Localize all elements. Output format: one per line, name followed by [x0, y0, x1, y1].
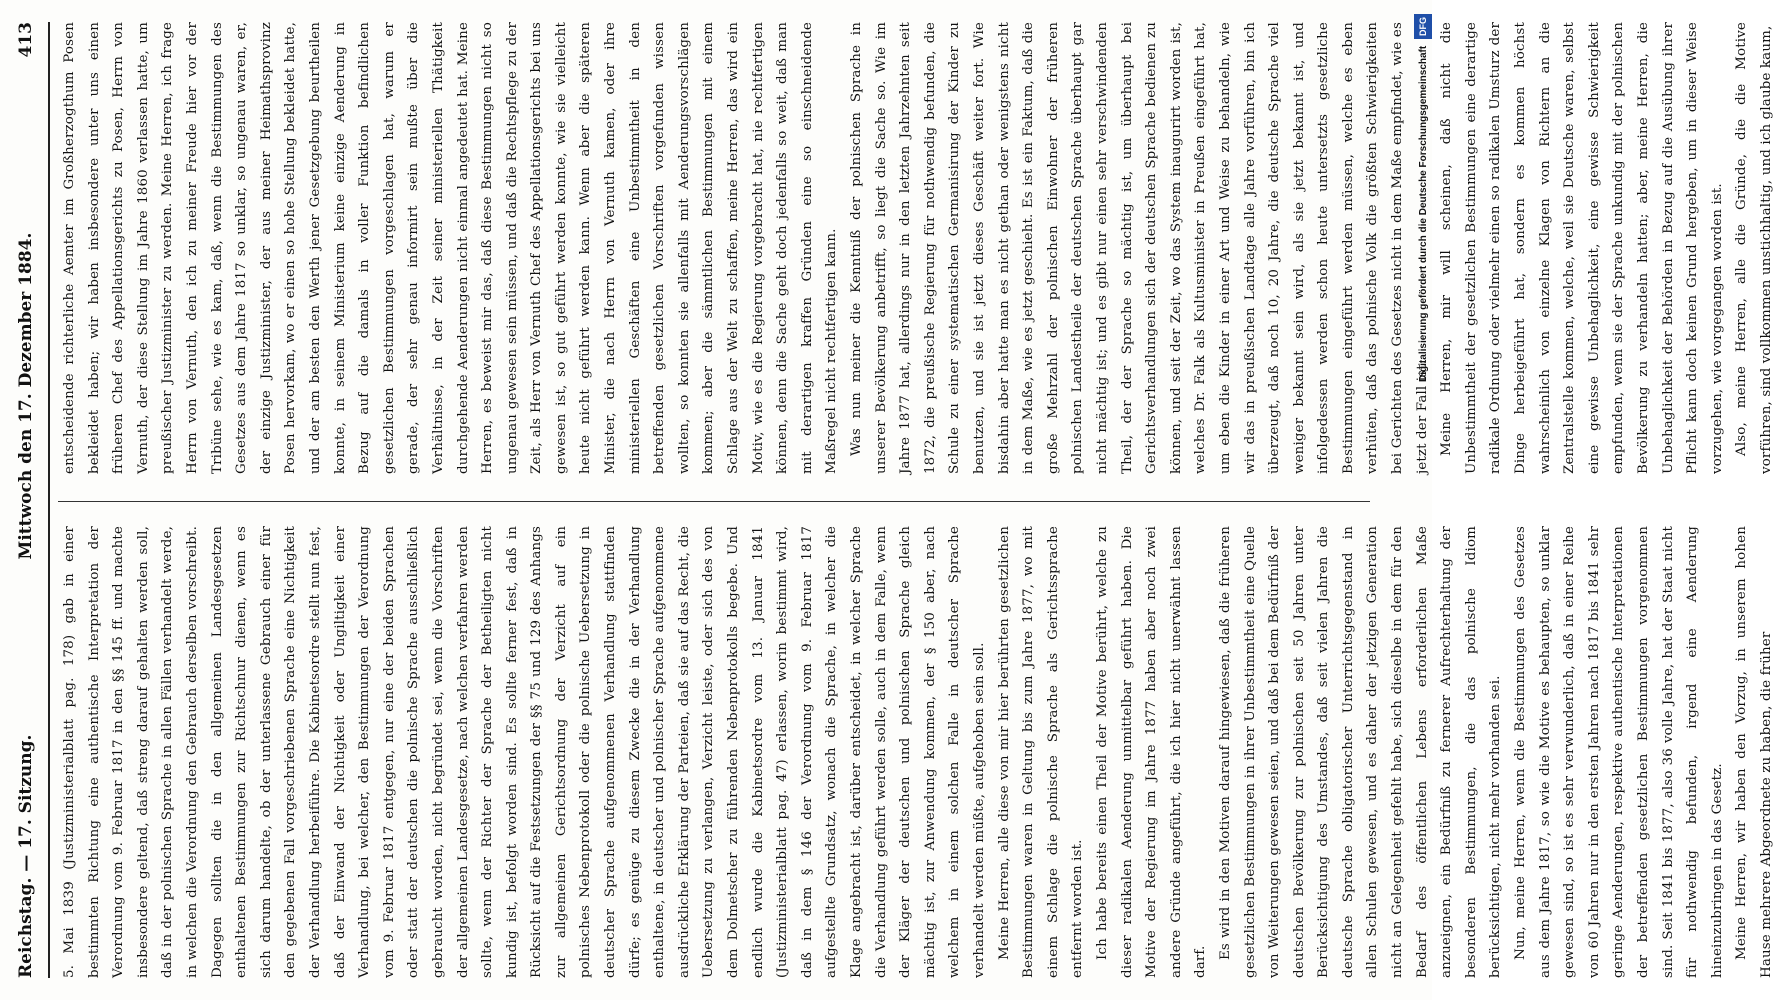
paragraph: Also, meine Herren, alle die Gründe, die die Motive vorführen, sind vollkommen unstichhaltig, und ich glaube kaum,	[1734, 22, 1774, 474]
page-header	[6, 22, 46, 978]
left-column	[58, 526, 1774, 978]
digitization-credit	[1414, 0, 1432, 1000]
paragraph: Meine Herren, mir will scheinen, daß nicht die Unbestimmtheit der gesetzlichen Bestimmungen eine derartige radikale Ordnung oder vielmehr einen so radikalen Umsturz der Dinge herbeigeführt hat, sondern es kommen höchst wahrscheinlich von einzelne Klagen von Richtern an die Zentralstelle kommen, welche, weil sie Deutsche waren, selbst eine gewisse Unbehaglichkeit, eine gewisse Schwierigkeit empfunden, wenn sie der Sprache unkundig mit der polnischen Bevölkerung zu verhandeln hatten; aber, meine Herren, die Unbehaglichkeit der Behörden in Bezug auf die Ausübung ihrer Pflicht kann doch keinen Grund hergeben, um in dieser Weise vorzugehen, wie vorgegangen worden ist.	[1439, 22, 1725, 474]
paragraph: 5. Mai 1839 (Justizministerialblatt pag. 178) gab in einer bestimmten Richtung eine authentische Interpretation der Verordnung vom 9. Februar 1817 in den §§ 145 ff. und machte insbesondere geltend, daß streng darauf gehalten werden soll, daß in der polnischen Sprache in allen Fällen verhandelt werde, in welchen die Verordnung den Gebrauch derselben vorschreibt. Dagegen sollten die in den allgemeinen Landesgesetzen enthaltenen Bestimmungen zur Richtschnur dienen, wenn es sich darum handelte, ob der unterlassene Gebrauch einer für den gegebenen Fall vorgeschriebenen Sprache eine Nichtigkeit der Verhandlung herbeiführe. Die Kabinetsordre stellt nun fest, daß der Einwand der Nichtigkeit oder Ungiltigkeit einer Verhandlung, bei welcher, den Bestimmungen der Verordnung vom 9. Februar 1817 entgegen, nur eine der beiden Sprachen oder statt der deutschen die polnische Sprache ausschließlich gebraucht worden, nicht begründet sei, wenn die Vorschriften der allgemeinen Landesgesetze, nach welchen verfahren werden sollte, wenn der Richter der Sprache der Betheiligten nicht kundig ist, befolgt worden sind. Es sollte ferner fest, daß in Rücksicht auf die Festsetzungen der §§ 75 und 129 des Anhangs zur allgemeinen Gerichtsordnung der Verzicht auf ein polnisches Nebenprotokoll oder die polnische Uebersetzung in deutscher Sprache aufgenommenen Verhandlung stattfinden dürfe; es genüge zu diesem Zwecke die in der Verhandlung enthaltene, in deutscher und polnischer Sprache aufgenommene ausdrückliche Erklärung der Parteien, daß sie auf das Recht, die Uebersetzung zu verlangen, Verzicht leiste, oder sich des von dem Dolmetscher zu führenden Nebenprotokolls begebe. Und endlich wurde die Kabinetsordre vom 13. Januar 1841 (Justizministerialblatt pag. 47) erlassen, worin bestimmt wird, daß in dem § 146 der Verordnung vom 9. Februar 1817 aufgestellte Grundsatz, wonach die Sprache, in welcher die Klage angebracht ist, darüber entscheidet, in welcher Sprache die Verhandlung geführt werden solle, auch in dem Falle, wenn der Kläger der deutschen und polnischen Sprache gleich mächtig ist, zur Anwendung kommen, der § 150 aber, nach welchem in einem solchen Falle in deutscher Sprache verhandelt werden müßte, aufgehoben sein soll.	[62, 526, 987, 978]
credit-text: Digitalisierung gefördert durch die Deutsche Forschungsgemeinschaft	[1418, 45, 1429, 382]
header-left: Reichstag. — 17. Sitzung.	[16, 734, 36, 978]
paragraph: Meine Herren, wir haben den Vorzug, in unserem hohen Hause mehrere Abgeordnete zu haben, die früher	[1734, 526, 1774, 978]
dfg-logo: DFG	[1414, 14, 1432, 39]
column-divider	[58, 501, 1370, 502]
paragraph: Was nun meiner die Kenntniß der polnischen Sprache in unserer Bevölkerung anbetrifft, so liegt die Sache so. Wie im Jahre 1877 hat, allerdings nur in den letzten Jahrzehnten seit 1872, die preußische Regierung für nothwendig befunden, die Schule zu einer systematischen Germanisirung der Kinder zu benutzen, und sie ist jetzt dieses Geschäft weiter fort. Wie bisdahin aber hatte man es nicht gethan oder wenigstens nicht in dem Maße, wie es jetzt geschieht. Es ist ein Faktum, daß die große Mehrzahl der polnischen Einwohner der früheren polnischen Landestheile der deutschen Sprache überhaupt gar nicht mächtig ist; und es gibt nur einen sehr verschwindenden Theil, der der Sprache so mächtig ist, um überhaupt bei Gerichtsverhandlungen sich der deutschen Sprache bedienen zu können, und seit der Zeit, wo das System inaugurirt worden ist, welches Dr. Falk als Kultusminister in Preußen eingeführt hat, um eben die Kinder in einer Art und Weise zu behandeln, wie wir das in preußischen Landtage alle Jahre vorführen, bin ich überzeugt, daß noch 10, 20 Jahre, die deutsche Sprache viel weniger bekannt sein wird, als sie jetzt bekannt ist, und infolgedessen werden schon heute untersetzts gesetzliche Bestimmungen eingeführt werden müssen, welche es eben verhüten, daß das polnische Volk die größten Schwierigkeiten bei Gerichten des Gesetzes nicht in dem Maße empfindet, wie es jetzt der Fall ist.	[849, 22, 1430, 474]
page-number: 413	[16, 22, 36, 58]
paragraph: Es wird in den Motiven darauf hingewiesen, daß die früheren gesetzlichen Bestimmungen in ihrer Unbestimmtheit eine Quelle von Weiterungen gewesen seien, und daß bei dem Bedürfniß der deutschen Bevölkerung zur polnischen seit 50 Jahren unter Berücksichtigung des Umstandes, daß seit vielen Jahren die deutsche Sprache obligatorischer Unterrichtsgegenstand in allen Schulen gewesen, und es daher der jetzigen Generation nicht an Gelegenheit gefehlt habe, sich dieselbe in dem für den Bedarf des öffentlichen Lebens erforderlichen Maße anzueignen, ein Bedürfniß zu fernerer Aufrechterhaltung der besonderen Bestimmungen, die das polnische Idiom berücksichtigen, nicht mehr vorhanden sei.	[1217, 526, 1504, 978]
paragraph: Meine Herren, alle diese von mir hier berührten gesetzlichen Bestimmungen waren in Geltung bis zum Jahre 1877, wo mit einem Schlage die polnische Sprache als Gerichtssprache entfernt worden ist.	[996, 526, 1086, 978]
header-date: Mittwoch den 17. Dezember 1884.	[16, 232, 36, 560]
paragraph: entscheidende richterliche Aemter im Großherzogthum Posen bekleidet haben; wir haben insbesondere unter uns einen früheren Chef des Appellationsgerichts zu Posen, Herrn von Vernuth, der diese Stellung im Jahre 1860 verlassen hatte, um preußischer Justizminister zu werden. Meine Herren, ich frage Herrn von Vernuth, den ich zu meiner Freude hier vor der Tribüne sehe, wie es kam, daß, wenn die Bestimmungen des Gesetzes aus dem Jahre 1817 so unklar, so ungenau waren, er, der einzige Justizminister, der aus meiner Heimathsprovinz Posen hervorkam, wo er einen so hohe Stellung bekleidet hatte, und der am besten den Werth jener Gesetzgebung beurtheilen konnte, in seinem Ministerium keine einzige Aenderung in Bezug auf die damals in voller Funktion befindlichen gesetzlichen Bestimmungen vorgeschlagen hat, warum er gerade, der sehr genau informirt sein mußte über die Verhältnisse, in der Zeit seiner ministeriellen Thätigkeit durchgehende Aenderungen nicht einmal angedeutet hat. Meine Herren, es beweist mir das, daß diese Bestimmungen nicht so ungenau gewesen sein müssen, und daß die Rechtspflege zu der Zeit, als Herr von Vernuth Chef des Appellationsgerichts bei uns gewesen ist, so gut geführt werden konnte, wie sie vielleicht heute nicht geführt werden kann. Wenn aber die späteren Minister, die nach Herrn von Vernuth kamen, oder ihre ministeriellen Geschäften eine Unbestimmtheit in den betreffenden gesetzlichen Vorschriften vorgefunden wissen wollten, so konnten sie allenfalls mit Aenderungsvorschlägen kommen; aber die sämmtlichen Bestimmungen mit einem Schlage aus der Welt zu schaffen, meine Herren, das wird ein Motiv, wie es die Regierung vorgebracht hat, nie rechtfertigen können, denn die Sache geht doch jedenfalls so weit, daß man mit derartigen kraffen Gründen eine so einschneidende Maßregel nicht rechtfertigen kann.	[62, 22, 840, 474]
header-rule	[48, 22, 50, 978]
paragraph: Nun, meine Herren, wenn die Bestimmungen des Gesetzes aus dem Jahre 1817, so wie die Motive es behaupten, so unklar gewesen sind, so ist es sehr verwunderlich, daß in einer Reihe von 60 Jahren nur in den ersten Jahren nach 1817 bis 1841 sehr geringe Aenderungen, respektive authentische Interpretationen der betreffenden gesetzlichen Bestimmungen vorgenommen sind. Seit 1841 bis 1877, also 36 volle Jahre, hat der Staat nicht für nothwendig befunden, irgend eine Aenderung hineinzubringen in das Gesetz.	[1513, 526, 1725, 978]
paragraph: Ich habe bereits einen Theil der Motive berührt, welche zu dieser radikalen Aenderung unmittelbar geführt haben. Die Motive der Regierung im Jahre 1877 haben aber noch zwei andere Gründe angeführt, die ich hier nicht unerwähnt lassen darf.	[1094, 526, 1209, 978]
